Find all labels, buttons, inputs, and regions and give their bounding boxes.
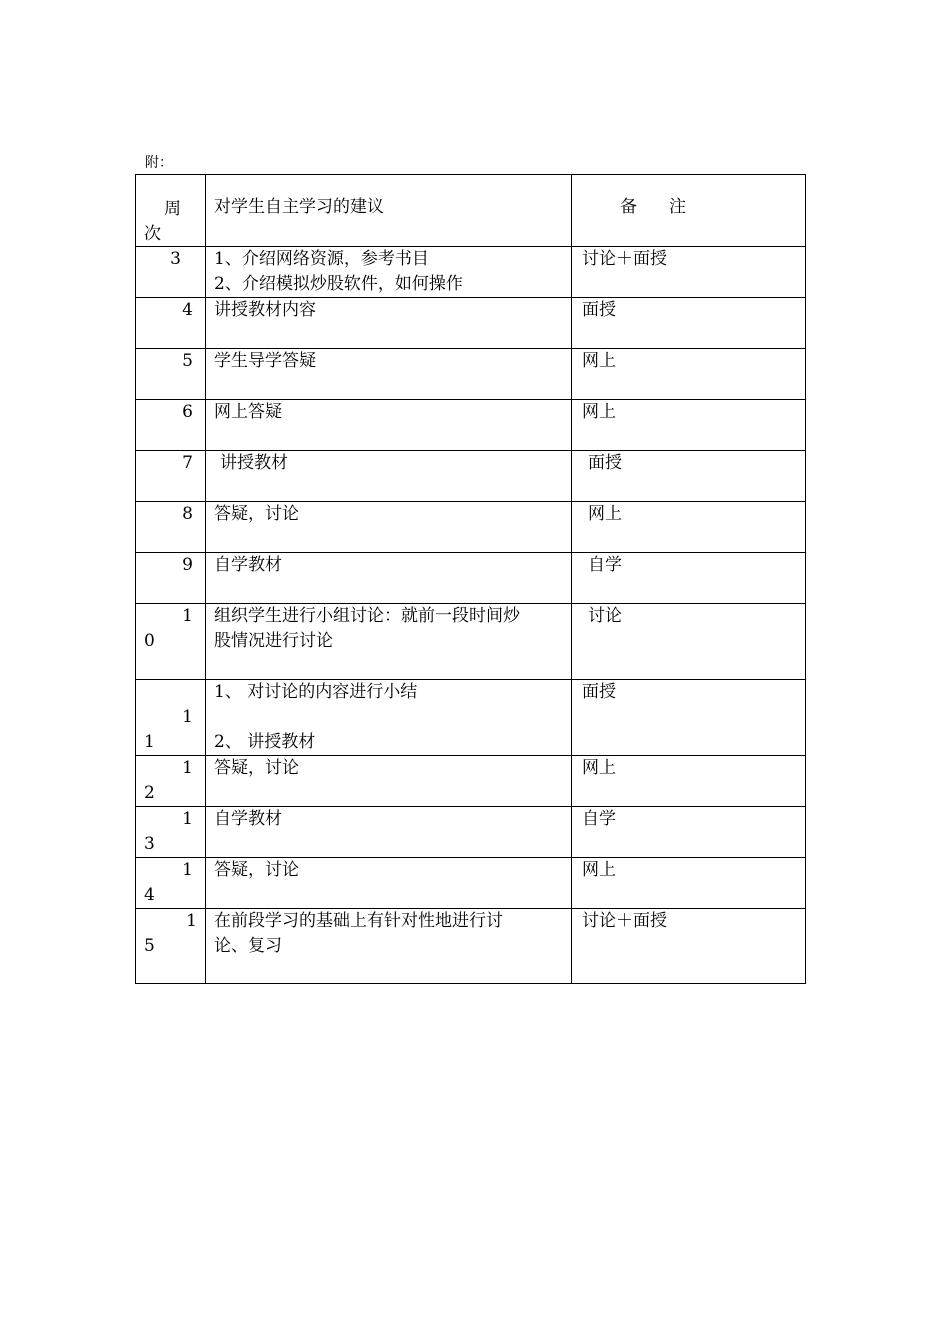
week-number: 1 — [182, 809, 193, 829]
header-week-cell — [136, 175, 206, 247]
header-week-line1: 周 — [164, 199, 181, 219]
remark-cell: 讨论＋面授 — [572, 909, 806, 984]
header-week-line2: 次 — [144, 224, 161, 244]
week-cell — [136, 604, 206, 680]
suggestion-line: 学生导学答疑 — [214, 351, 316, 371]
week-cell — [136, 858, 206, 909]
study-plan-table — [135, 174, 806, 984]
week-cell — [136, 502, 206, 553]
appendix-label: 附： — [145, 155, 173, 171]
week-number: 3 — [170, 249, 181, 269]
suggestion-cell — [206, 298, 572, 349]
remark-text: 面授 — [588, 453, 622, 473]
table-row — [136, 298, 806, 349]
remark-text: 自学 — [588, 555, 622, 575]
suggestion-cell — [206, 909, 572, 984]
table-row — [136, 756, 806, 807]
suggestion-line: 自学教材 — [214, 555, 282, 575]
suggestion-line: 1、 对讨论的内容进行小结 — [214, 682, 418, 702]
suggestion-cell — [206, 858, 572, 909]
suggestion-cell — [206, 756, 572, 807]
week-cell — [136, 247, 206, 298]
week-number-tail: 1 — [144, 732, 155, 752]
remark-cell: 讨论＋面授 — [572, 247, 806, 298]
week-number-tail: 0 — [144, 631, 155, 651]
remark-cell: 面授 — [572, 680, 806, 756]
remark-cell — [572, 451, 806, 502]
header-suggestion-cell: 对学生自主学习的建议 — [206, 175, 572, 247]
table-row — [136, 553, 806, 604]
week-number-tail: 2 — [144, 783, 155, 803]
week-number: 1 — [186, 911, 197, 931]
table-row — [136, 680, 806, 756]
week-number: 4 — [182, 300, 193, 320]
suggestion-line: 2、介绍模拟炒股软件，如何操作 — [214, 274, 463, 294]
suggestion-line: 答疑，讨论 — [214, 504, 299, 524]
suggestion-line: 论、复习 — [214, 936, 282, 956]
week-cell — [136, 756, 206, 807]
suggestion-line: 答疑，讨论 — [214, 860, 299, 880]
week-number: 1 — [182, 860, 193, 880]
suggestion-cell — [206, 553, 572, 604]
suggestion-cell — [206, 604, 572, 680]
remark-text: 网上 — [588, 504, 622, 524]
week-cell — [136, 451, 206, 502]
suggestion-line: 讲授教材内容 — [214, 300, 316, 320]
suggestion-cell — [206, 807, 572, 858]
remark-cell: 网上 — [572, 349, 806, 400]
week-cell — [136, 400, 206, 451]
week-cell — [136, 807, 206, 858]
suggestion-line — [214, 705, 563, 730]
suggestion-line: 讲授教材 — [220, 453, 288, 473]
week-number-tail: 3 — [144, 834, 155, 854]
week-cell — [136, 909, 206, 984]
week-number: 6 — [182, 402, 193, 422]
table-row — [136, 247, 806, 298]
week-number-tail: 5 — [144, 936, 155, 956]
suggestion-line: 1、介绍网络资源，参考书目 — [214, 249, 429, 269]
suggestion-line: 组织学生进行小组讨论：就前一段时间炒 — [214, 606, 520, 626]
week-cell — [136, 553, 206, 604]
week-cell — [136, 680, 206, 756]
week-number: 1 — [182, 707, 193, 727]
week-number: 9 — [182, 555, 193, 575]
table-row — [136, 349, 806, 400]
remark-cell: 网上 — [572, 400, 806, 451]
suggestion-cell — [206, 680, 572, 756]
table-row — [136, 400, 806, 451]
week-number: 1 — [182, 758, 193, 778]
remark-text: 讨论 — [588, 606, 622, 626]
suggestion-cell — [206, 451, 572, 502]
remark-cell: 面授 — [572, 298, 806, 349]
header-remark-a: 备 — [620, 197, 637, 217]
week-number: 7 — [182, 453, 193, 473]
suggestion-line: 2、 讲授教材 — [214, 732, 316, 752]
remark-cell: 自学 — [572, 807, 806, 858]
week-cell — [136, 298, 206, 349]
suggestion-cell — [206, 400, 572, 451]
table-row — [136, 502, 806, 553]
suggestion-cell — [206, 502, 572, 553]
remark-cell: 网上 — [572, 858, 806, 909]
suggestion-line: 答疑，讨论 — [214, 758, 299, 778]
suggestion-cell — [206, 349, 572, 400]
remark-cell — [572, 553, 806, 604]
suggestion-line: 网上答疑 — [214, 402, 282, 422]
week-cell — [136, 349, 206, 400]
suggestion-line: 在前段学习的基础上有针对性地进行讨 — [214, 911, 503, 931]
remark-cell — [572, 502, 806, 553]
week-number: 8 — [182, 504, 193, 524]
table-header-row — [136, 175, 806, 247]
remark-cell — [572, 604, 806, 680]
week-number-tail: 4 — [144, 885, 155, 905]
table-row — [136, 858, 806, 909]
table-row — [136, 451, 806, 502]
table-row — [136, 807, 806, 858]
week-number: 5 — [182, 351, 193, 371]
suggestion-line: 股情况进行讨论 — [214, 631, 333, 651]
header-remark-b: 注 — [669, 197, 686, 217]
table-row — [136, 909, 806, 984]
table-row — [136, 604, 806, 680]
suggestion-line: 自学教材 — [214, 809, 282, 829]
week-number: 1 — [182, 606, 193, 626]
header-remark-cell — [572, 175, 806, 247]
remark-cell: 网上 — [572, 756, 806, 807]
suggestion-cell — [206, 247, 572, 298]
